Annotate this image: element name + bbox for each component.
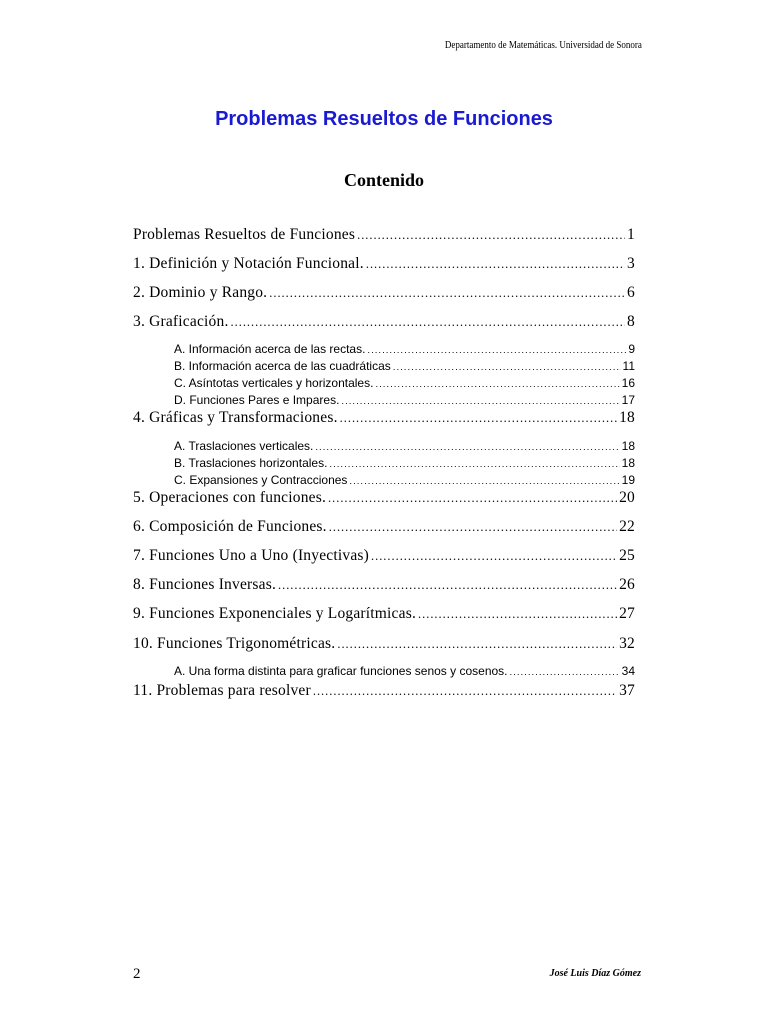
toc-leader-dots [313,684,617,699]
toc-entry-page: 17 [621,393,635,407]
toc-entry-label: B. Traslaciones horizontales. [174,456,328,470]
toc-entry-label: 1. Definición y Notación Funcional. [133,255,364,272]
toc-entry-page: 16 [621,376,635,390]
toc-subentry[interactable] [174,393,635,407]
toc-leader-dots [371,549,617,564]
toc-subentry[interactable] [174,439,635,453]
toc-leader-dots [349,476,619,487]
toc-entry[interactable] [133,576,635,594]
toc-entry-label: 2. Dominio y Rango. [133,284,268,301]
toc-entry-page: 18 [621,456,635,470]
toc-leader-dots [329,520,617,535]
toc-entry-page: 32 [619,635,635,652]
toc-entry-page: 20 [619,489,635,506]
toc-entry-label: A. Información acerca de las rectas. [174,342,366,356]
toc-entry[interactable] [133,682,635,700]
toc-subentry[interactable] [174,664,635,678]
toc-entry[interactable] [133,226,635,244]
toc-entry-page: 18 [619,409,635,426]
toc-leader-dots [510,667,620,678]
toc-entry-page: 9 [628,342,635,356]
toc-entry-label: C. Expansiones y Contracciones [174,473,348,487]
toc-entry-label: 10. Funciones Trigonométricas. [133,635,336,652]
toc-entry-label: 5. Operaciones con funciones. [133,489,327,506]
toc-entry-page: 1 [627,226,635,243]
toc-subentry[interactable] [174,456,635,470]
toc-entry-page: 6 [627,284,635,301]
toc-entry-label: D. Funciones Pares e Impares. [174,393,340,407]
toc-leader-dots [367,345,626,356]
toc-entry-label: 8. Funciones Inversas. [133,576,277,593]
toc-entry-page: 27 [619,605,635,622]
toc-leader-dots [231,315,626,330]
toc-entry-label: A. Traslaciones verticales. [174,439,314,453]
toc-entry-label: 7. Funciones Uno a Uno (Inyectivas) [133,547,370,564]
toc-leader-dots [375,379,619,390]
toc-entry-page: 25 [619,547,635,564]
toc-leader-dots [278,578,617,593]
toc-leader-dots [340,411,617,426]
toc-leader-dots [315,442,619,453]
toc-leader-dots [393,362,621,373]
toc-leader-dots [329,459,619,470]
toc-entry[interactable] [133,409,635,427]
toc-entry[interactable] [133,547,635,565]
toc-entry-page: 19 [621,473,635,487]
toc-leader-dots [341,396,619,407]
toc-entry[interactable] [133,635,635,653]
toc-leader-dots [418,607,617,622]
toc-entry-label: 6. Composición de Funciones. [133,518,327,535]
toc-entry-page: 3 [627,255,635,272]
toc-subentry[interactable] [174,473,635,487]
footer-author: José Luis Díaz Gómez [549,968,641,979]
toc-entry-label: 9. Funciones Exponenciales y Logarítmicas. [133,605,417,622]
toc-entry-label: 3. Graficación. [133,313,229,330]
toc-leader-dots [357,228,625,243]
toc-leader-dots [366,257,625,272]
toc-entry[interactable] [133,489,635,507]
document-title: Problemas Resueltos de Funciones [215,108,553,130]
toc-entry-label: Problemas Resueltos de Funciones [133,226,356,243]
toc-subentry[interactable] [174,376,635,390]
toc-subentry[interactable] [174,359,635,373]
toc-entry-label: C. Asíntotas verticales y horizontales. [174,376,374,390]
toc-entry[interactable] [133,313,635,331]
toc-leader-dots [328,491,617,506]
toc-subentry[interactable] [174,342,635,356]
toc-leader-dots [269,286,625,301]
toc-entry[interactable] [133,518,635,536]
toc-entry-page: 11 [622,359,635,373]
toc-entry-page: 18 [621,439,635,453]
toc-entry-label: 11. Problemas para resolver [133,682,311,699]
toc-entry-page: 22 [619,518,635,535]
toc-entry[interactable] [133,255,635,273]
toc-entry[interactable] [133,284,635,302]
toc-entry-label: B. Información acerca de las cuadráticas [174,359,391,373]
toc-entry-page: 8 [627,313,635,330]
page-header: Departamento de Matemáticas. Universidad de Sonora [445,40,642,51]
toc-entry-page: 34 [621,664,635,678]
toc-entry-page: 37 [619,682,635,699]
toc-entry-label: 4. Gráficas y Transformaciones. [133,409,338,426]
footer-page-number: 2 [133,966,141,982]
toc-leader-dots [337,637,617,652]
toc-entry-label: A. Una forma distinta para graficar funciones senos y cosenos. [174,664,508,678]
toc-heading: Contenido [343,170,424,190]
toc-entry-page: 26 [619,576,635,593]
toc-entry[interactable] [133,605,635,623]
